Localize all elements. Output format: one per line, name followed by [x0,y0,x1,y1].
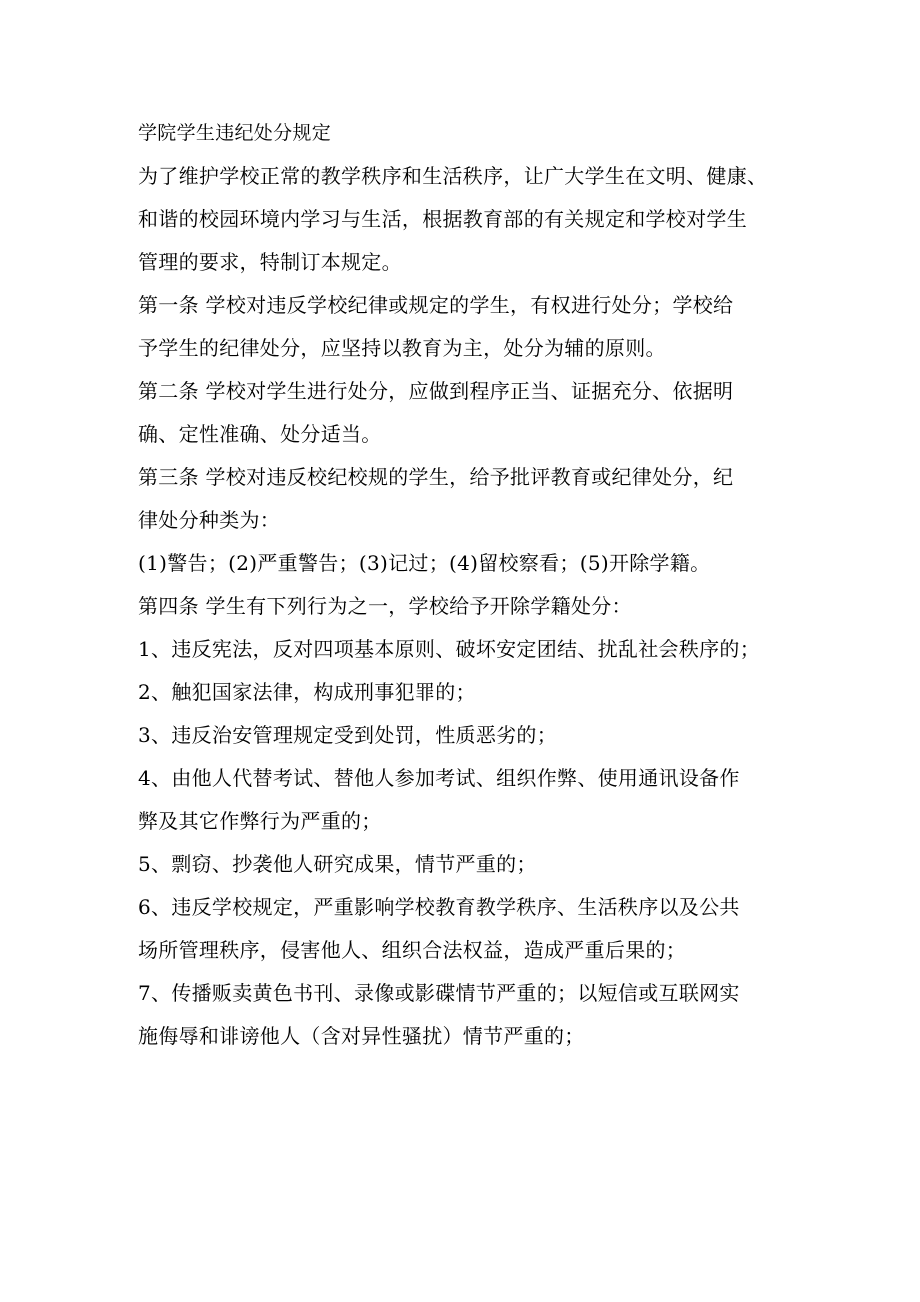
preamble-line-1: 为了维护学校正常的教学秩序和生活秩序，让广大学生在文明、健康、 [138,164,768,188]
item-1-line: 1、违反宪法，反对四项基本原则、破坏安定团结、扰乱社会秩序的； [138,637,761,661]
item-6-line-1: 6、违反学校规定，严重影响学校教育教学秩序、生活秩序以及公共 [138,895,740,919]
item-2-line: 2、触犯国家法律，构成刑事犯罪的； [138,680,476,704]
item-6-line-2: 场所管理秩序，侵害他人、组织合法权益，造成严重后果的； [138,938,687,962]
article-3-line-1: 第三条 学校对违反校纪校规的学生，给予批评教育或纪律处分，纪 [138,465,734,489]
preamble-line-2: 和谐的校园环境内学习与生活，根据教育部的有关规定和学校对学生 [138,207,747,231]
article-1-line-2: 予学生的纪律处分，应坚持以教育为主，处分为辅的原则。 [138,336,666,360]
document-title: 学院学生违纪处分规定 [138,122,332,144]
document-page [138,112,784,1058]
item-7-line-2: 施侮辱和诽谤他人（含对异性骚扰）情节严重的； [138,1024,585,1048]
item-3-line: 3、违反治安管理规定受到处罚，性质恶劣的； [138,723,558,747]
item-5-line: 5、剽窃、抄袭他人研究成果，情节严重的； [138,852,537,876]
article-3-line-2: 律处分种类为： [138,508,281,532]
article-4-line: 第四条 学生有下列行为之一，学校给予开除学籍处分： [138,594,632,618]
item-7-line-1: 7、传播贩卖黄色书刊、录像或影碟情节严重的；以短信或互联网实 [138,981,740,1005]
item-4-line-1: 4、由他人代替考试、替他人参加考试、组织作弊、使用通讯设备作 [138,766,740,790]
article-2-line-1: 第二条 学校对学生进行处分，应做到程序正当、证据充分、依据明 [138,379,734,403]
preamble-line-3: 管理的要求，特制订本规定。 [138,250,402,274]
article-1-line-1: 第一条 学校对违反学校纪律或规定的学生，有权进行处分；学校给 [138,293,734,317]
penalty-types-line: (1)警告；(2)严重警告；(3)记过；(4)留校察看；(5)开除学籍。 [138,551,711,575]
item-4-line-2: 弊及其它作弊行为严重的； [138,809,382,833]
article-2-line-2: 确、定性准确、处分适当。 [138,422,382,446]
